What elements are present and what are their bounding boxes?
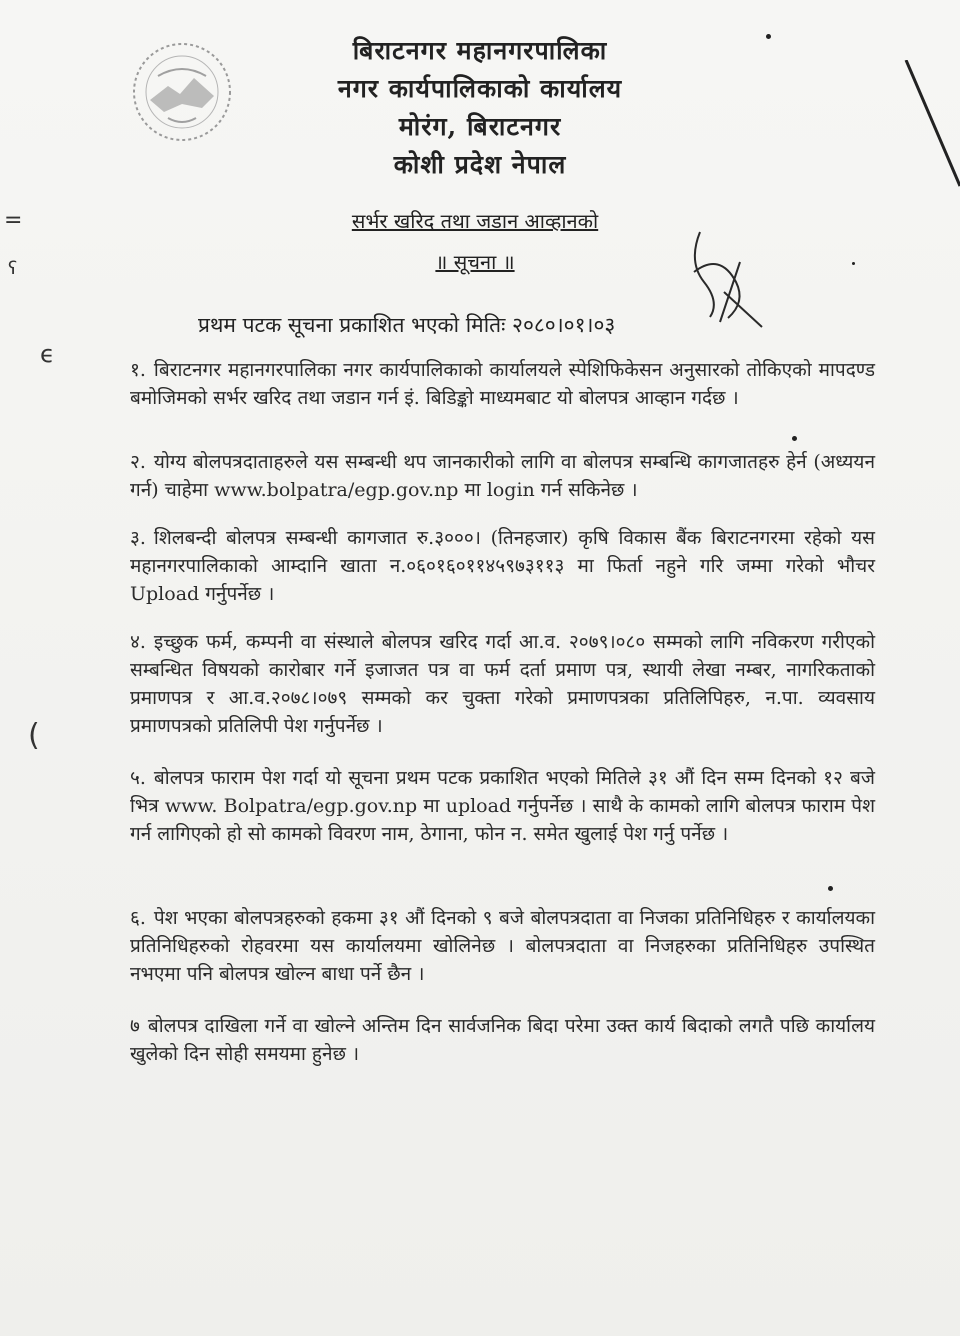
paragraph-text: बिराटनगर महानगरपालिका नगर कार्यपालिकाको कार्यालयले स्पेशिफिकेसन अनुसारको तोकिएको मापदण्ड बमोजिमको सर्भर खरिद तथा जडान गर्न इं. बिडिङ्को माध्यमबाट यो बोलपत्र आव्हान गर्दछ । (130, 359, 875, 409)
paragraph-text: बोलपत्र फाराम पेश गर्दा यो सूचना प्रथम पटक प्रकाशित भएको मितिले ३१ औं दिन सम्म दिनको १२ बजे भित्र www. Bolpatra/egp.gov.np मा upload गर्नुपर्नेछ । साथै के कामको लागि बोलपत्र फाराम पेश गर्न लागिएको हो सो कामको विवरण नाम, ठेगाना, फोन न. समेत खुलाई पेश गर्नु पर्नेछ । (130, 767, 875, 845)
notice-title: सर्भर खरिद तथा जडान आव्हानको (351, 209, 599, 233)
paragraph-text: बोलपत्र दाखिला गर्ने वा खोल्ने अन्तिम दिन सार्वजनिक बिदा परेमा उक्त कार्य बिदाको लगतै पछि कार्यालय खुलेको दिन सोही समयमा हुनेछ । (130, 1015, 875, 1065)
margin-mark: = (4, 208, 23, 233)
paragraph-text: योग्य बोलपत्रदाताहरुले यस सम्बन्धी थप जानकारीको लागि वा बोलपत्र सम्बन्धि कागजातहरु हेर्न (अध्ययन गर्न) चाहेमा www.bolpatra/egp.gov.np मा login गर्न सकिनेछ । (130, 451, 875, 501)
notice-subtitle: ॥ सूचना ॥ (435, 250, 515, 274)
margin-mark: ( (28, 718, 40, 753)
paragraph-3 (130, 524, 875, 608)
paragraph-6 (130, 904, 875, 988)
paragraph-4 (130, 628, 875, 740)
speck (852, 262, 855, 265)
margin-mark: ϵ (40, 340, 55, 368)
paragraph-2 (130, 448, 875, 504)
paragraph-number: २. (130, 451, 146, 473)
header-line-office: नगर कार्यपालिकाको कार्यालय (337, 74, 623, 103)
speck (828, 886, 833, 891)
header-line-municipality: बिराटनगर महानगरपालिका (352, 36, 608, 65)
paragraph-number: ५. (130, 767, 146, 789)
paragraph-7 (130, 1012, 875, 1068)
header-line-address: मोरंग, बिराटनगर (398, 112, 562, 141)
emblem-seal-icon (128, 38, 236, 146)
paragraph-text: इच्छुक फर्म, कम्पनी वा संस्थाले बोलपत्र खरिद गर्दा आ.व. २०७९।०८० सम्मको लागि नविकरण गरीएको सम्बन्धित विषयको कारोबार गर्ने इजाजत पत्र वा फर्म दर्ता प्रमाण पत्र, स्थायी लेखा नम्बर, नागरिकताको प्रमाणपत्र र आ.व.२०७८।०७९ सम्मको कर चुक्ता गरेको प्रमाणपत्रका प्रतिलिपिहरु, न.पा. व्यवसाय प्रमाणपत्रको प्रतिलिपी पेश गर्नुपर्नेछ । (130, 631, 875, 737)
paragraph-1 (130, 356, 875, 412)
paragraph-text: शिलबन्दी बोलपत्र सम्बन्धी कागजात रु.३०००। (तिनहजार) कृषि विकास बैंक बिराटनगरमा रहेको यस महानगरपालिकाको आम्दानि खाता न.०६०१६०११४५९७३११३ मा फिर्ता नहुने गरि जम्मा गरेको भौचर Upload गर्नुपर्नेछ । (130, 527, 875, 605)
office-header (300, 32, 660, 184)
paragraph-text: पेश भएका बोलपत्रहरुको हकमा ३१ औं दिनको ९ बजे बोलपत्रदाता वा निजका प्रतिनिधिहरु र कार्यालयका प्रतिनिधिहरुको रोहवरमा यस कार्यालयमा खोलिनेछ । बोलपत्रदाता वा निजहरुका प्रतिनिधिहरु उपस्थित नभएमा पनि बोलपत्र खोल्न बाधा पर्ने छैन । (130, 907, 875, 985)
paragraph-number: ३. (130, 527, 146, 549)
paragraph-5 (130, 764, 875, 848)
paragraph-number: ७ (130, 1015, 140, 1037)
speck (766, 34, 771, 39)
paragraph-number: ६. (130, 907, 146, 929)
paragraph-number: १. (130, 359, 146, 381)
paragraph-number: ४. (130, 631, 146, 653)
margin-slash-icon (896, 60, 960, 190)
notice-heading (240, 206, 710, 282)
speck (792, 436, 797, 441)
header-line-province: कोशी प्रदेश नेपाल (393, 150, 567, 179)
published-date: प्रथम पटक सूचना प्रकाशित भएको मितिः २०८०।०१।०३ (198, 313, 616, 337)
margin-mark: ʕ (8, 258, 18, 279)
